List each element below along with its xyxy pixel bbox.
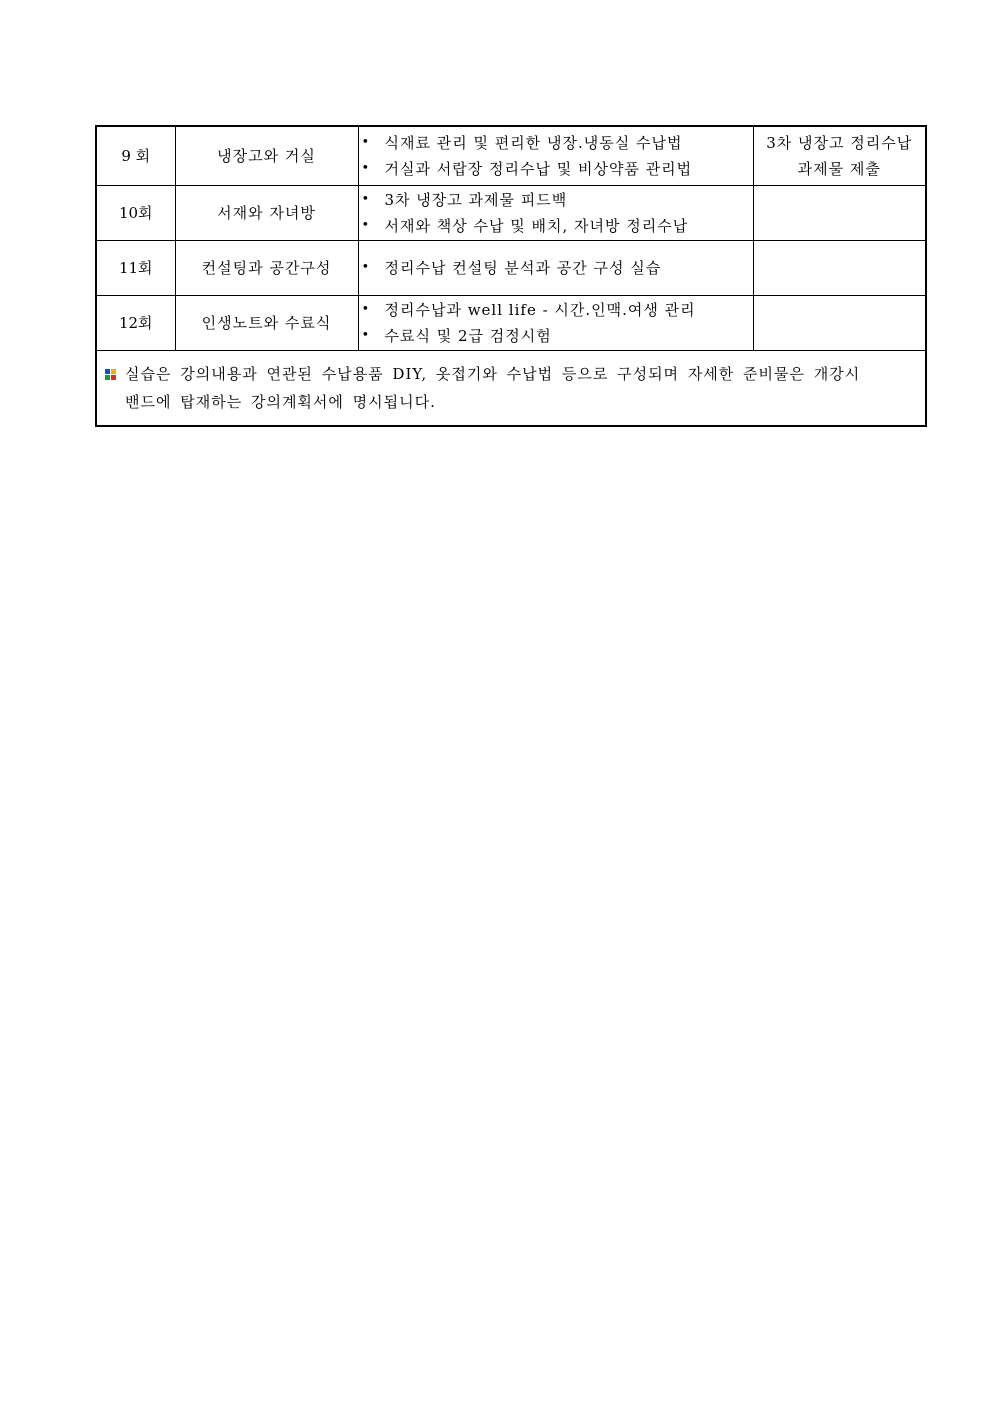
bullet-icon: • bbox=[361, 328, 371, 343]
footnote-cell bbox=[96, 351, 926, 427]
content-item-text: 정리수납 컨설팅 분석과 공간 구성 실습 bbox=[384, 259, 662, 277]
bullet-icon: • bbox=[361, 302, 371, 317]
content-item-text: 거실과 서랍장 정리수납 및 비상약품 관리법 bbox=[384, 160, 693, 178]
session-note bbox=[753, 186, 926, 241]
session-content bbox=[358, 241, 753, 296]
content-item bbox=[359, 130, 753, 156]
table-row bbox=[96, 296, 926, 351]
session-number: 12회 bbox=[96, 296, 175, 351]
content-item bbox=[359, 187, 753, 213]
session-content bbox=[358, 126, 753, 186]
content-item-text: 3차 냉장고 과제물 피드백 bbox=[384, 191, 568, 209]
bullet-icon: • bbox=[361, 260, 371, 275]
content-item-text: 서재와 책상 수납 및 배치, 자녀방 정리수납 bbox=[384, 217, 689, 235]
content-item-text: 정리수납과 well life - 시간.인맥.여생 관리 bbox=[384, 301, 696, 319]
session-content bbox=[358, 186, 753, 241]
content-item bbox=[359, 297, 753, 323]
icon-square bbox=[105, 369, 110, 374]
icon-square bbox=[105, 375, 110, 380]
session-note bbox=[753, 241, 926, 296]
bullet-icon: • bbox=[361, 192, 371, 207]
footnote bbox=[103, 360, 919, 416]
bullet-icon: • bbox=[361, 135, 371, 150]
session-title: 컨설팅과 공간구성 bbox=[175, 241, 358, 296]
table-row bbox=[96, 186, 926, 241]
session-title: 냉장고와 거실 bbox=[175, 126, 358, 186]
session-title: 인생노트와 수료식 bbox=[175, 296, 358, 351]
content-item bbox=[359, 213, 753, 239]
session-number: 9 회 bbox=[96, 126, 175, 186]
footnote-line: 실습은 강의내용과 연관된 수납용품 DIY, 옷접기와 수납법 등으로 구성되며 자세한 준비물은 개강시 bbox=[125, 365, 861, 383]
session-content bbox=[358, 296, 753, 351]
session-number: 11회 bbox=[96, 241, 175, 296]
content-item-text: 식재료 관리 및 편리한 냉장.냉동실 수납법 bbox=[384, 134, 683, 152]
note-line: 과제물 제출 bbox=[797, 160, 881, 178]
session-note bbox=[753, 126, 926, 186]
content-item bbox=[359, 156, 753, 182]
session-number: 10회 bbox=[96, 186, 175, 241]
table-row bbox=[96, 126, 926, 186]
icon-square bbox=[111, 375, 116, 380]
footnote-line: 밴드에 탑재하는 강의계획서에 명시됩니다. bbox=[125, 393, 436, 411]
bullet-icon: • bbox=[361, 161, 371, 176]
colored-square-bullet-icon bbox=[105, 369, 116, 380]
content-item-text: 수료식 및 2급 검정시험 bbox=[384, 327, 552, 345]
note-line: 3차 냉장고 정리수납 bbox=[766, 134, 913, 152]
bullet-icon: • bbox=[361, 218, 371, 233]
footnote-row bbox=[96, 351, 926, 427]
content-item bbox=[359, 323, 753, 349]
session-note bbox=[753, 296, 926, 351]
session-title: 서재와 자녀방 bbox=[175, 186, 358, 241]
icon-square bbox=[111, 369, 116, 374]
content-item bbox=[359, 255, 753, 281]
course-schedule-table bbox=[95, 125, 927, 427]
table-row bbox=[96, 241, 926, 296]
